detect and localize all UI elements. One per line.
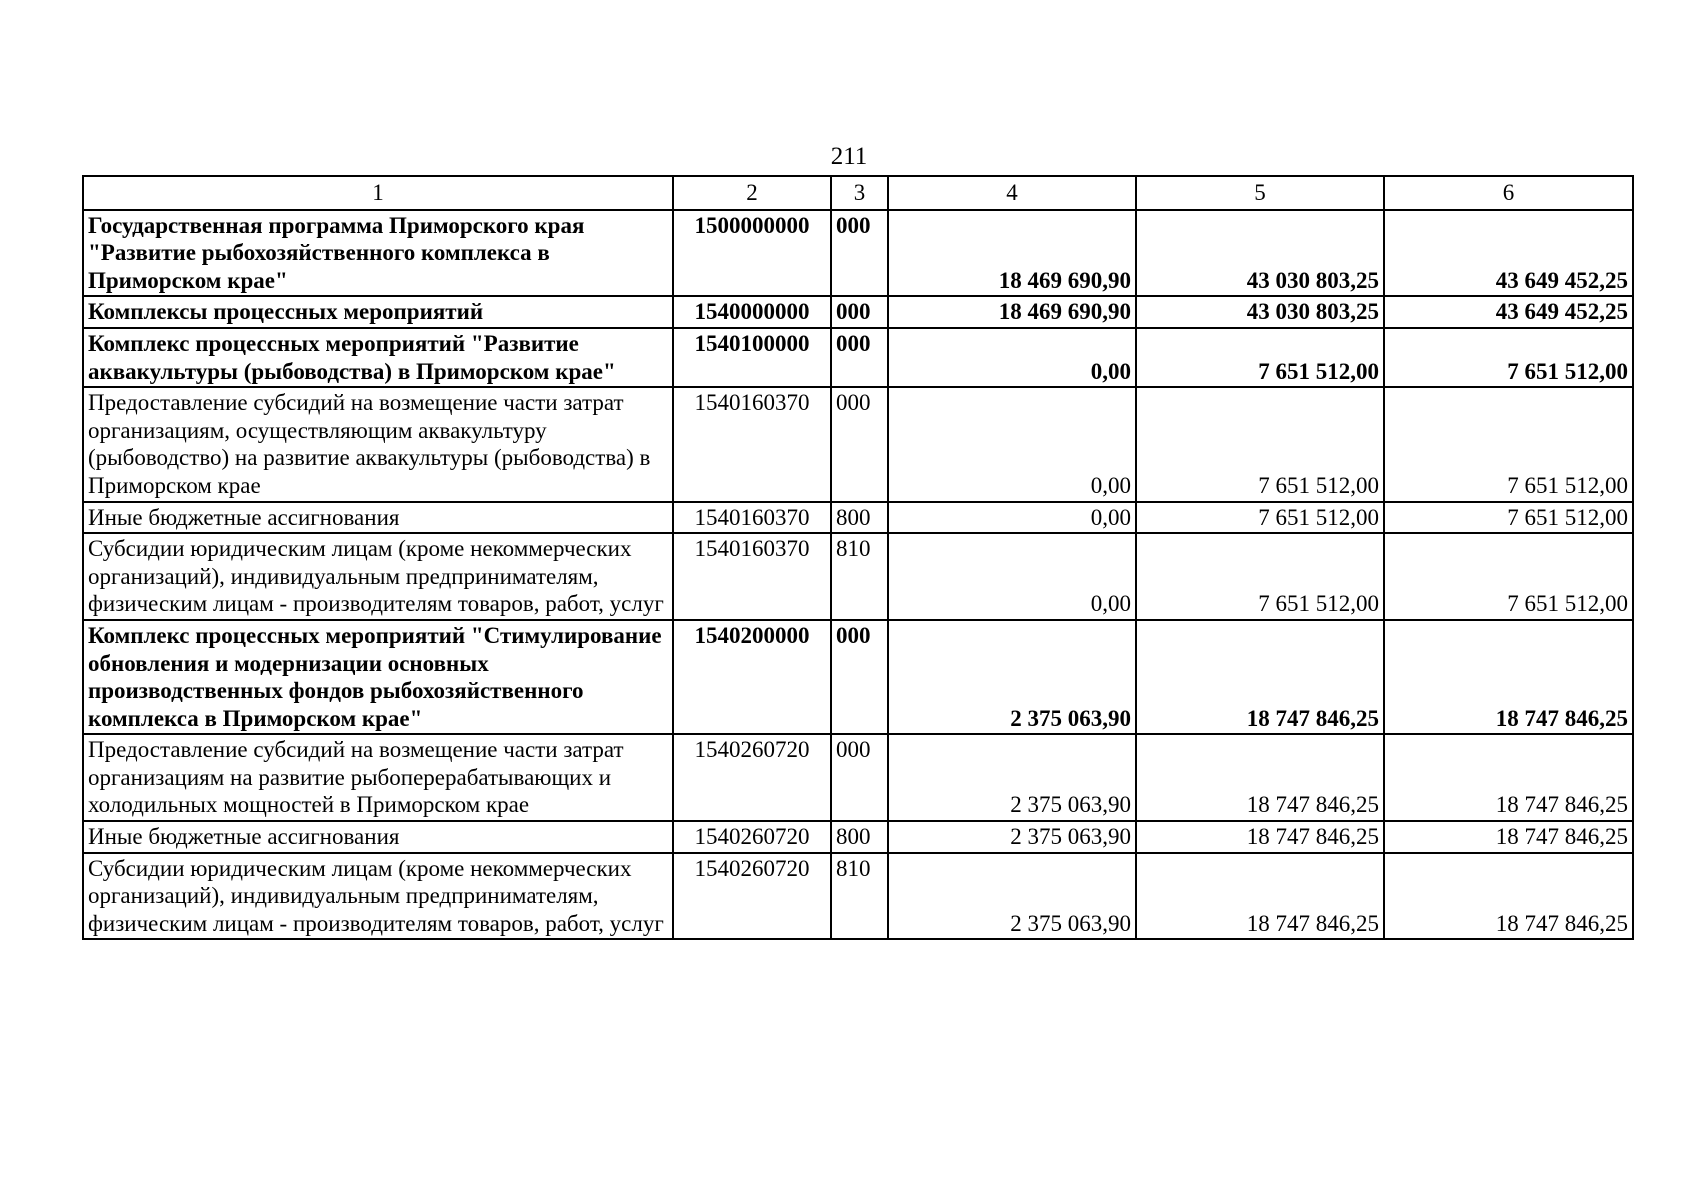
table-row xyxy=(83,296,1633,328)
row-name-cell: Иные бюджетные ассигнования xyxy=(83,502,673,534)
amount-cell-col5: 43 030 803,25 xyxy=(1136,210,1384,297)
expense-type-cell: 810 xyxy=(831,533,888,620)
expense-type-cell: 800 xyxy=(831,502,888,534)
expense-type-cell: 000 xyxy=(831,620,888,734)
column-header: 5 xyxy=(1136,176,1384,210)
target-code-cell: 1540000000 xyxy=(673,296,831,328)
amount-cell-col4: 18 469 690,90 xyxy=(888,210,1136,297)
amount-cell-col4: 0,00 xyxy=(888,533,1136,620)
budget-table xyxy=(82,175,1634,940)
amount-cell-col6: 43 649 452,25 xyxy=(1384,210,1633,297)
target-code-cell: 1540160370 xyxy=(673,502,831,534)
table-row xyxy=(83,387,1633,501)
table-row xyxy=(83,502,1633,534)
amount-cell-col5: 43 030 803,25 xyxy=(1136,296,1384,328)
amount-cell-col4: 2 375 063,90 xyxy=(888,734,1136,821)
expense-type-cell: 800 xyxy=(831,821,888,853)
expense-type-cell: 000 xyxy=(831,387,888,501)
target-code-cell: 1540160370 xyxy=(673,533,831,620)
amount-cell-col6: 18 747 846,25 xyxy=(1384,620,1633,734)
amount-cell-col4: 0,00 xyxy=(888,328,1136,387)
row-name-cell: Комплекс процессных мероприятий "Стимулирование обновления и модернизации основных производственных фондов рыбохозяйственного комплекса в Приморском крае" xyxy=(83,620,673,734)
target-code-cell: 1540260720 xyxy=(673,853,831,940)
table-row xyxy=(83,853,1633,940)
amount-cell-col6: 7 651 512,00 xyxy=(1384,502,1633,534)
column-header: 3 xyxy=(831,176,888,210)
amount-cell-col6: 18 747 846,25 xyxy=(1384,853,1633,940)
amount-cell-col5: 7 651 512,00 xyxy=(1136,387,1384,501)
amount-cell-col6: 7 651 512,00 xyxy=(1384,387,1633,501)
row-name-cell: Комплекс процессных мероприятий "Развитие аквакультуры (рыбоводства) в Приморском крае" xyxy=(83,328,673,387)
amount-cell-col5: 18 747 846,25 xyxy=(1136,734,1384,821)
table-row xyxy=(83,734,1633,821)
row-name-cell: Государственная программа Приморского края "Развитие рыбохозяйственного комплекса в Приморском крае" xyxy=(83,210,673,297)
amount-cell-col6: 18 747 846,25 xyxy=(1384,821,1633,853)
target-code-cell: 1540260720 xyxy=(673,734,831,821)
expense-type-cell: 000 xyxy=(831,210,888,297)
target-code-cell: 1540200000 xyxy=(673,620,831,734)
amount-cell-col5: 7 651 512,00 xyxy=(1136,502,1384,534)
amount-cell-col6: 7 651 512,00 xyxy=(1384,533,1633,620)
target-code-cell: 1540260720 xyxy=(673,821,831,853)
target-code-cell: 1500000000 xyxy=(673,210,831,297)
column-header: 4 xyxy=(888,176,1136,210)
amount-cell-col5: 18 747 846,25 xyxy=(1136,620,1384,734)
table-row xyxy=(83,533,1633,620)
column-header: 1 xyxy=(83,176,673,210)
table-row xyxy=(83,821,1633,853)
amount-cell-col4: 2 375 063,90 xyxy=(888,853,1136,940)
expense-type-cell: 810 xyxy=(831,853,888,940)
expense-type-cell: 000 xyxy=(831,734,888,821)
expense-type-cell: 000 xyxy=(831,296,888,328)
amount-cell-col4: 0,00 xyxy=(888,387,1136,501)
target-code-cell: 1540100000 xyxy=(673,328,831,387)
amount-cell-col5: 7 651 512,00 xyxy=(1136,328,1384,387)
table-row xyxy=(83,328,1633,387)
row-name-cell: Иные бюджетные ассигнования xyxy=(83,821,673,853)
table-header-row xyxy=(83,176,1633,210)
row-name-cell: Субсидии юридическим лицам (кроме некоммерческих организаций), индивидуальным предпринимателям, физическим лицам - производителям товаров, работ, услуг xyxy=(83,533,673,620)
column-header: 2 xyxy=(673,176,831,210)
table-row xyxy=(83,210,1633,297)
row-name-cell: Предоставление субсидий на возмещение части затрат организациям на развитие рыбоперерабатывающих и холодильных мощностей в Приморском крае xyxy=(83,734,673,821)
row-name-cell: Субсидии юридическим лицам (кроме некоммерческих организаций), индивидуальным предпринимателям, физическим лицам - производителям товаров, работ, услуг xyxy=(83,853,673,940)
target-code-cell: 1540160370 xyxy=(673,387,831,501)
amount-cell-col4: 18 469 690,90 xyxy=(888,296,1136,328)
amount-cell-col4: 2 375 063,90 xyxy=(888,821,1136,853)
amount-cell-col5: 18 747 846,25 xyxy=(1136,821,1384,853)
amount-cell-col5: 18 747 846,25 xyxy=(1136,853,1384,940)
expense-type-cell: 000 xyxy=(831,328,888,387)
page-number: 211 xyxy=(830,143,868,170)
amount-cell-col6: 7 651 512,00 xyxy=(1384,328,1633,387)
amount-cell-col4: 0,00 xyxy=(888,502,1136,534)
amount-cell-col5: 7 651 512,00 xyxy=(1136,533,1384,620)
amount-cell-col6: 43 649 452,25 xyxy=(1384,296,1633,328)
column-header: 6 xyxy=(1384,176,1633,210)
row-name-cell: Предоставление субсидий на возмещение части затрат организациям, осуществляющим аквакультуру (рыбоводство) на развитие аквакультуры (рыбоводства) в Приморском крае xyxy=(83,387,673,501)
row-name-cell: Комплексы процессных мероприятий xyxy=(83,296,673,328)
amount-cell-col6: 18 747 846,25 xyxy=(1384,734,1633,821)
table-row xyxy=(83,620,1633,734)
amount-cell-col4: 2 375 063,90 xyxy=(888,620,1136,734)
